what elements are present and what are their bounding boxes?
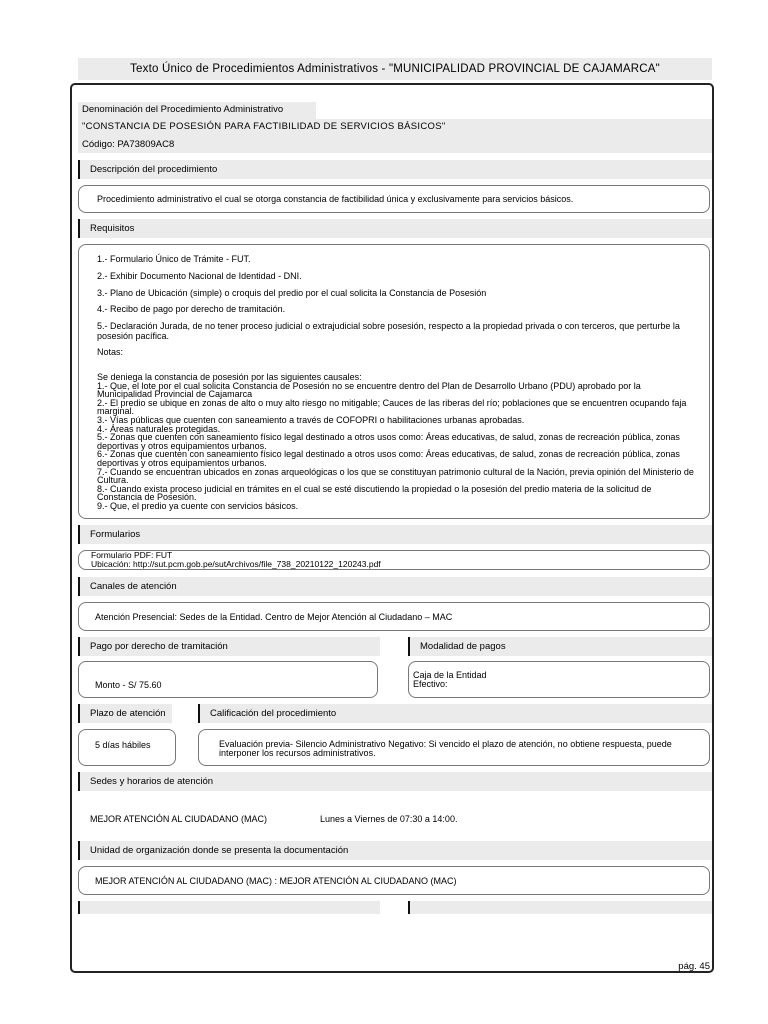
empty-row-left [78, 901, 380, 914]
office-hours: Lunes a Viernes de 07:30 a 14:00. [320, 814, 458, 824]
denomination-label: Denominación del Procedimiento Administrativo [78, 102, 316, 119]
section-offices: Sedes y horarios de atención [78, 772, 712, 791]
cause-item: 1.- Que, el lote por el cual solicita Constancia de Posesión no se encuentre dentro del Plan de Desarrollo Urbano (PDU) aprobado por la Municipalidad Provincial de Cajamarca [97, 380, 641, 400]
description-box [78, 185, 710, 213]
cause-item: 8.- Cuando exista proceso judicial en trámites en el cual se esté discutiendo la propiedad o la posesión del predio materia de la solicitud de Constancia de Posesión. [97, 483, 652, 503]
term-value: 5 días hábiles [95, 740, 151, 750]
section-channels: Canales de atención [78, 577, 712, 596]
channels-text: Atención Presencial: Sedes de la Entidad. Centro de Mejor Atención al Ciudadano – MAC [95, 612, 453, 622]
cause-item: 4.- Áreas naturales protegidas. [97, 423, 221, 434]
cause-item: 2.- El predio se ubique en zonas de alto o muy alto riesgo no mitigable; Cauces de las riberas del río; poblaciones que se encuentren ocupando faja marginal. [97, 397, 687, 417]
notes-label: Notas: [97, 347, 124, 357]
term-box [78, 729, 176, 766]
section-payment-modality: Modalidad de pagos [408, 637, 712, 656]
unit-text: MEJOR ATENCIÓN AL CIUDADANO (MAC) : MEJOR ATENCIÓN AL CIUDADANO (MAC) [95, 876, 457, 886]
channels-box [78, 602, 710, 631]
cause-item: 5.- Zonas que cuenten con saneamiento físico legal destinado a otros usos como: Áreas educativas, de salud, zonas de recreación pública, zonas deportivas y otros equipamientos urbanos. [97, 432, 680, 451]
section-forms: Formularios [78, 525, 712, 544]
empty-row-right [408, 901, 712, 914]
form-name: Formulario PDF: FUT [91, 550, 173, 560]
cause-item: 3.- Vías públicas que cuenten con saneamiento a través de COFOPRI o habilitaciones urbanas aprobadas. [97, 414, 525, 425]
section-requirements: Requisitos [78, 219, 712, 238]
office-name: MEJOR ATENCIÓN AL CIUDADANO (MAC) [90, 814, 268, 824]
cause-item: 6.- Zonas que cuenten con saneamiento físico legal destinado a otros usos como: Áreas educativas, de salud, zonas de recreación pública, zonas deportivas y otros equipamientos urbanos. [97, 449, 680, 468]
unit-box [78, 866, 710, 895]
payment-amount: Monto - S/ 75.60 [95, 680, 162, 690]
section-unit: Unidad de organización donde se presenta la documentación [78, 841, 712, 860]
payment-modality-line1: Caja de la Entidad [413, 670, 487, 680]
requirement-item: 2.- Exhibir Documento Nacional de Identidad - DNI. [97, 271, 302, 281]
requirement-item: 5.- Declaración Jurada, de no tener proceso judicial o extrajudicial sobre posesión, respecto a la propiedad privada o con terceros, que perturbe la posesión pacífica. [97, 321, 680, 341]
requirement-item: 1.- Formulario Único de Trámite - FUT. [97, 254, 251, 264]
forms-box [78, 550, 710, 570]
procedure-name: "CONSTANCIA DE POSESIÓN PARA FACTIBILIDAD DE SERVICIOS BÁSICOS" [78, 119, 712, 137]
section-description: Descripción del procedimiento [78, 160, 712, 179]
page-number: pág. 45 [678, 961, 710, 972]
form-url-link[interactable]: Ubicación: http://sut.pcm.gob.pe/sutArchivos/file_738_20210122_120243.pdf [91, 559, 381, 569]
document-header-title: Texto Único de Procedimientos Administrativos - "MUNICIPALIDAD PROVINCIAL DE CAJAMARCA" [78, 58, 712, 80]
description-text: Procedimiento administrativo el cual se otorga constancia de factibilidad única y exclusivamente para servicios básicos. [97, 194, 574, 204]
cause-item: 7.- Cuando se encuentran ubicados en zonas arqueológicas o los que se constituyan patrimonio cultural de la Nación, previa opinión del Ministerio de Cultura. [97, 466, 694, 486]
cause-item: 9.- Que, el predio ya cuente con servicios básicos. [97, 500, 299, 511]
section-payment: Pago por derecho de tramitación [78, 637, 380, 656]
qualification-text: Evaluación previa- Silencio Administrativo Negativo: Si vencido el plazo de atención, no obtiene respuesta, puede interponer los recursos administrativos. [219, 739, 672, 758]
qualification-box [198, 729, 710, 766]
payment-amount-box [78, 661, 378, 698]
section-qualification: Calificación del procedimiento [198, 704, 712, 723]
payment-modality-box [408, 661, 710, 698]
section-term: Plazo de atención [78, 704, 172, 723]
payment-modality-line2: Efectivo: [413, 679, 448, 689]
cause-item: Se deniega la constancia de posesión por las siguientes causales: [97, 372, 362, 382]
requirement-item: 3.- Plano de Ubicación (simple) o croquis del predio por el cual solicita la Constancia de Posesión [97, 288, 487, 298]
requirements-box [78, 244, 710, 519]
requirement-item: 4.- Recibo de pago por derecho de tramitación. [97, 304, 286, 314]
procedure-code: Código: PA73809AC8 [78, 137, 712, 153]
denial-causes [97, 373, 697, 511]
